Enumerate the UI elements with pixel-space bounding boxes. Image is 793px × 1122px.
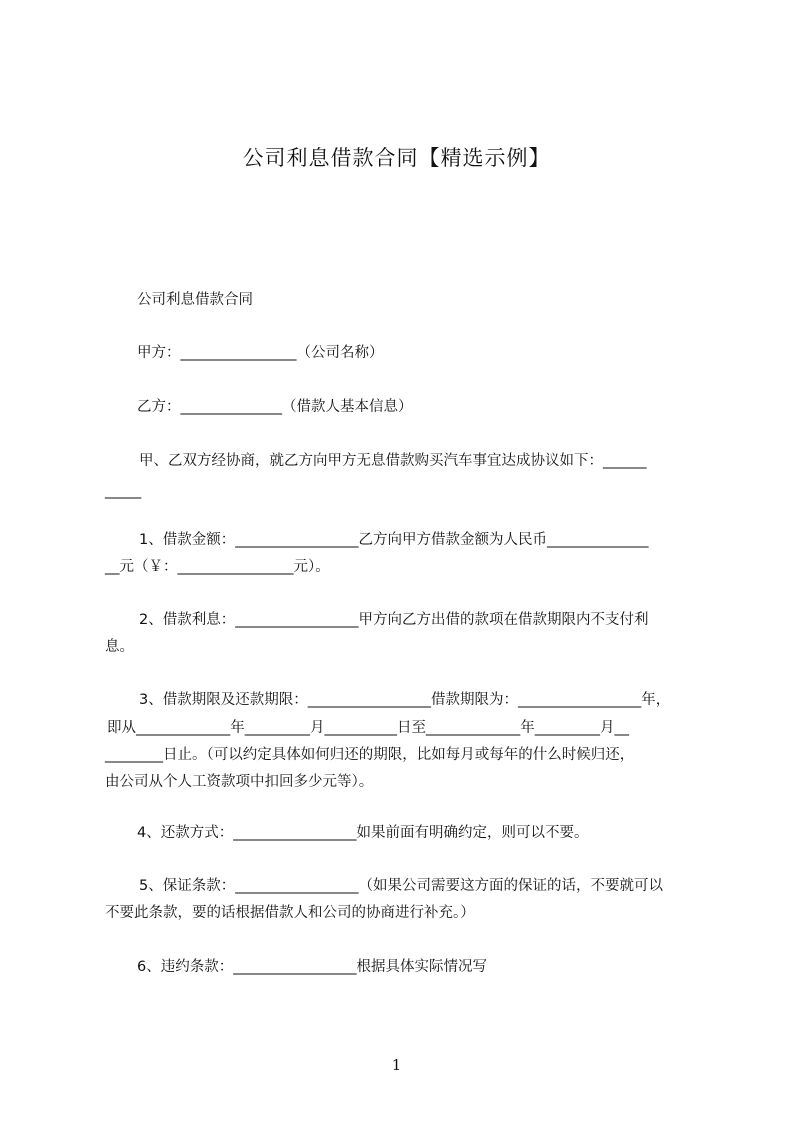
- contract-heading: 公司利息借款合同: [137, 292, 253, 308]
- intro-line-2: _____: [105, 483, 142, 499]
- intro-line-1: 甲、乙双方经协商，就乙方向甲方无息借款购买汽车事宜达成协议如下：______: [139, 453, 647, 469]
- clause-5-line-2: 不要此条款，要的话根据借款人和公司的协商进行补充。）: [105, 905, 475, 921]
- clause-4-line: 4、还款方式：_________________如果前面有明确约定，则可以不要。: [137, 825, 589, 841]
- document-title: 公司利息借款合同【精选示例】: [242, 146, 551, 170]
- party-a-line: 甲方：________________（公司名称）: [137, 345, 384, 361]
- clause-1-line-2: __元（￥：________________元）。: [105, 559, 330, 575]
- clause-2-line-2: 息。: [105, 639, 134, 655]
- party-b-line: 乙方：______________（借款人基本信息）: [137, 399, 413, 415]
- clause-1-line-1: 1、借款金额：_________________乙方向甲方借款金额为人民币______________: [139, 532, 649, 548]
- clause-3-line-2: 即从_____________年_________月__________日至_____________年_________月__: [107, 720, 629, 736]
- page-number: 1: [391, 1056, 402, 1074]
- clause-6-line: 6、违约条款：_________________根据具体实际情况写: [137, 959, 487, 975]
- clause-3-line-1: 3、借款期限及还款期限：_________________借款期限为：_________________年，: [139, 692, 671, 708]
- clause-3-line-4: 由公司从个人工资款项中扣回多少元等）。: [105, 774, 374, 790]
- clause-2-line-1: 2、借款利息：_________________甲方向乙方出借的款项在借款期限内不支付利: [139, 612, 649, 628]
- clause-3-line-3: ________日止。（可以约定具体如何归还的期限，比如每月或每年的什么时候归还，: [105, 747, 635, 763]
- clause-5-line-1: 5、保证条款：_________________（如果公司需要这方面的保证的话，不要就可以: [139, 878, 663, 894]
